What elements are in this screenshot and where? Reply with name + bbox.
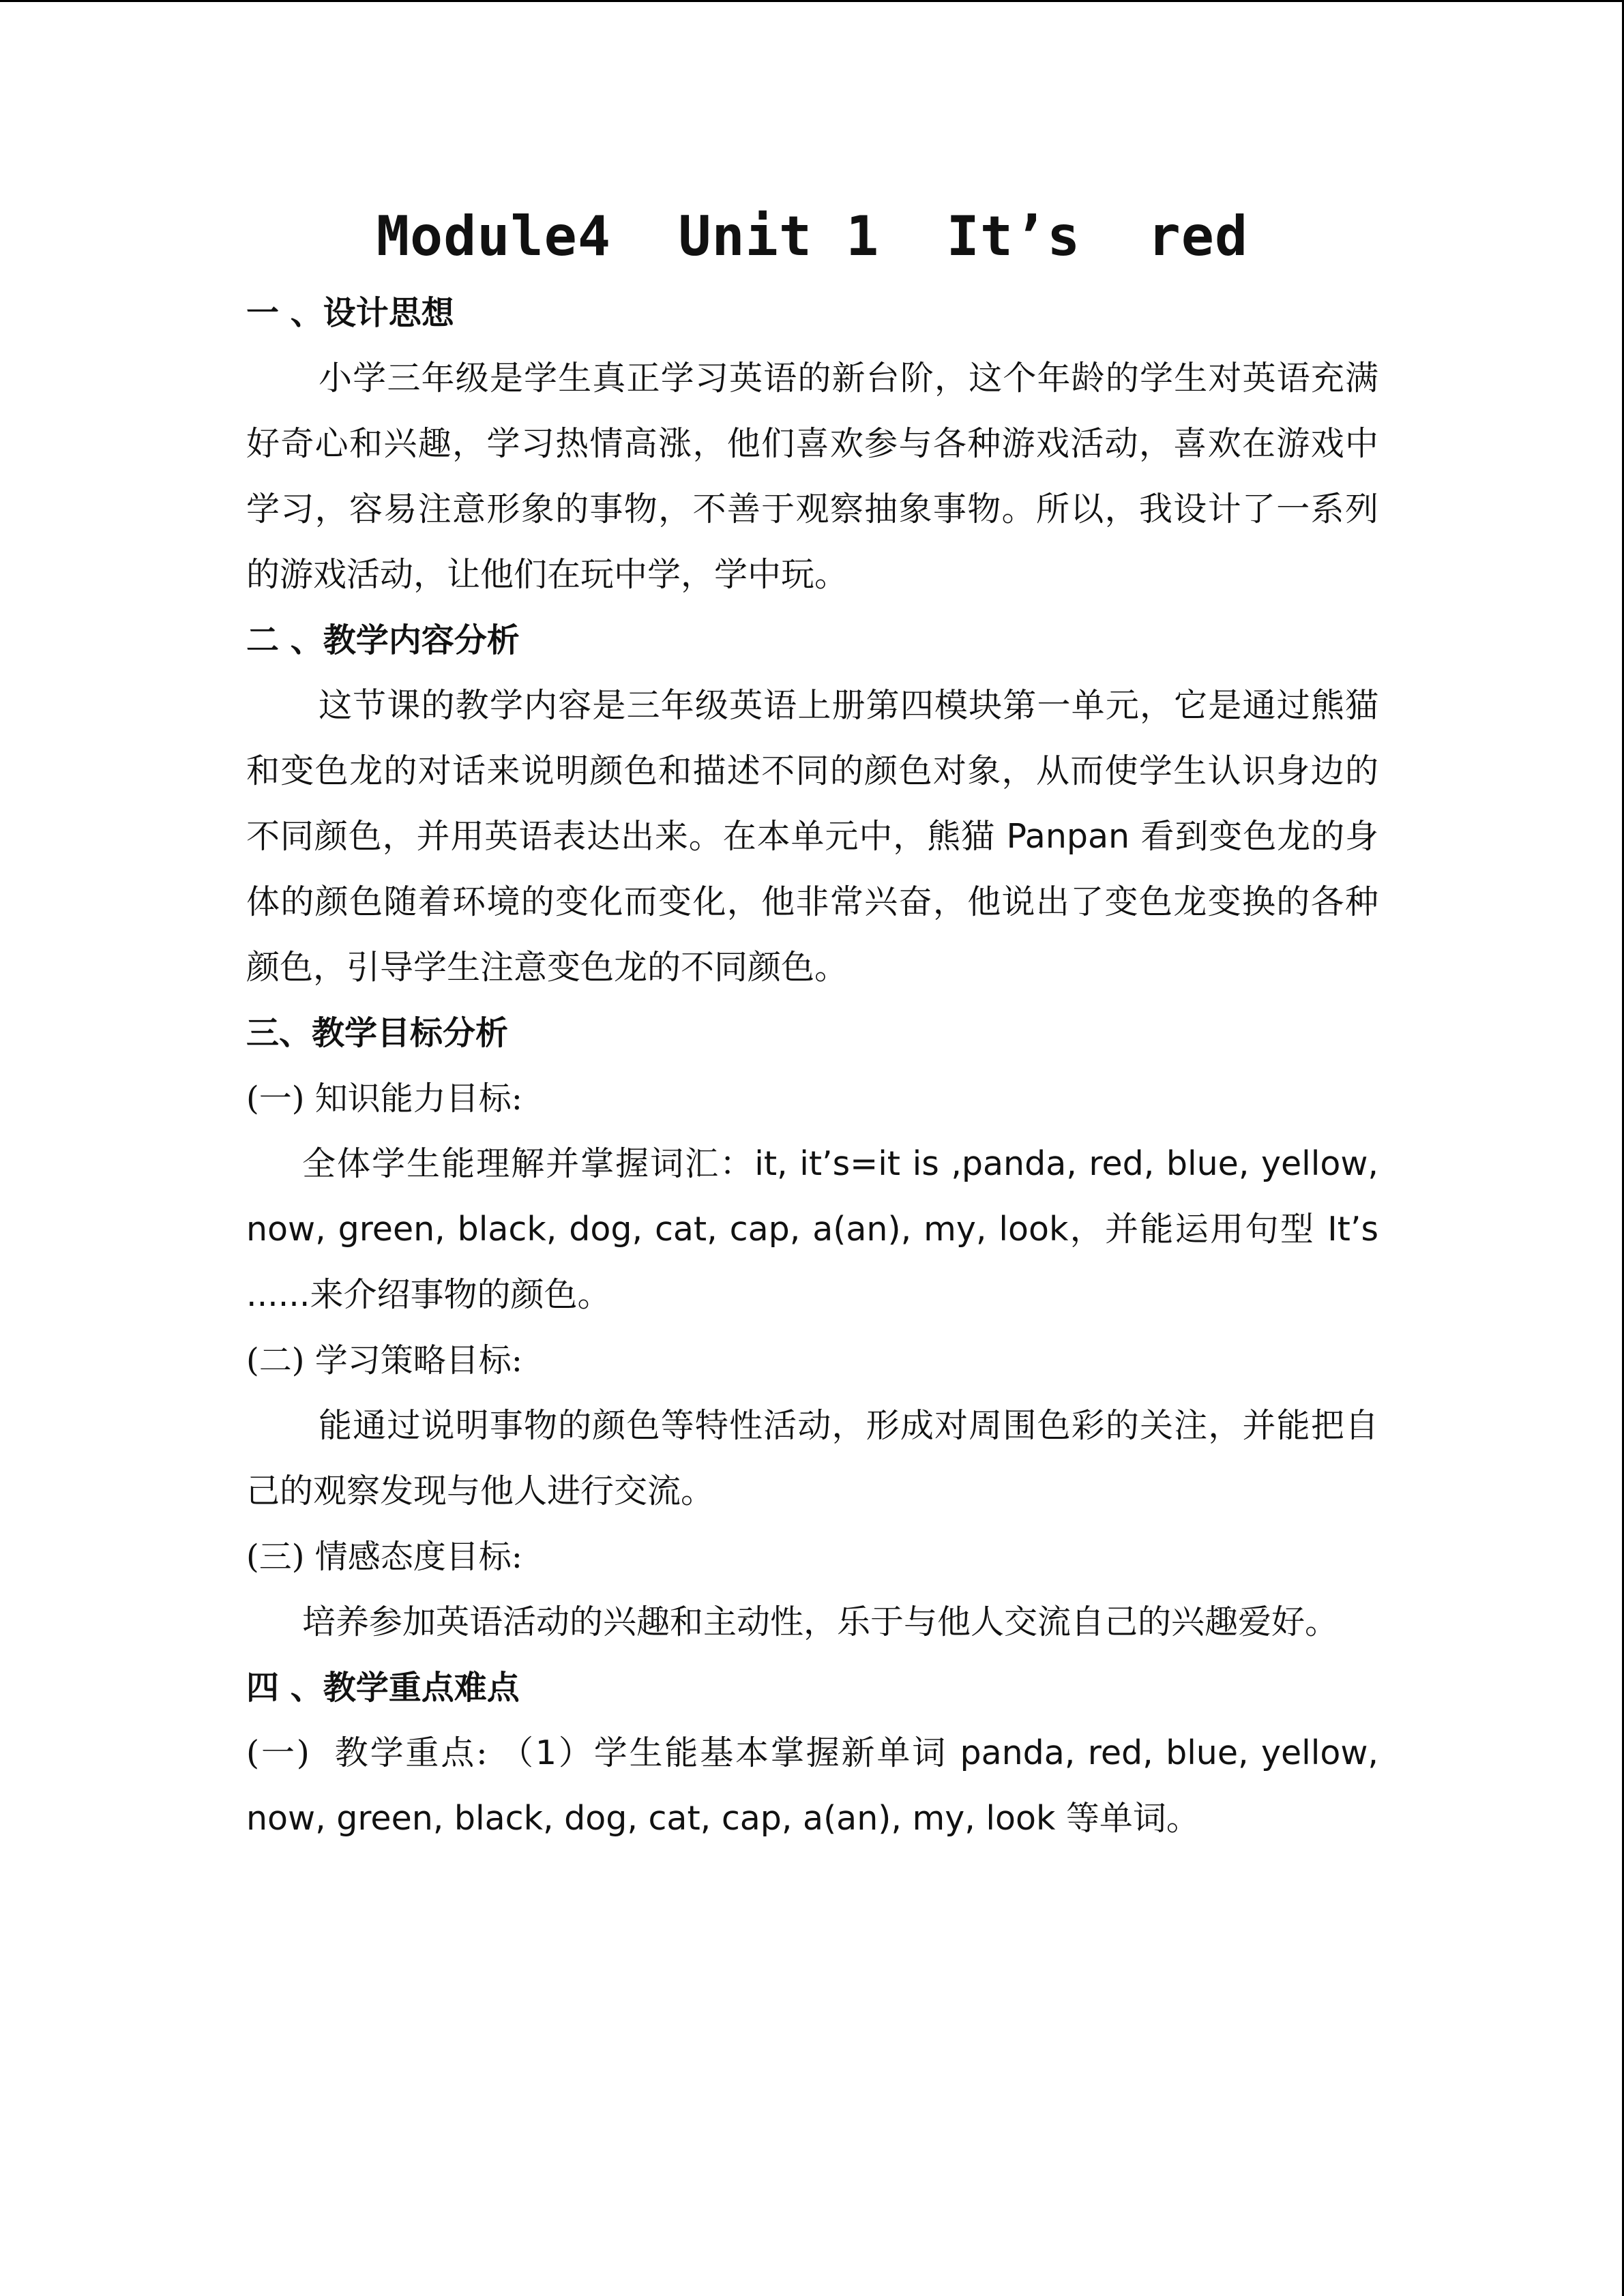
knowledge-paragraph: 全体学生能理解并掌握词汇：it, it’s=it is ,panda, red, blue, yellow, now, green, black, dog, cat, cap, a(an), my, look，并能运用句型 It’s ......来介绍事物的颜色。 [246,1144,1378,1314]
emotion-heading: (三) 情感态度目标: [246,1538,522,1576]
section-heading-objectives: 三、教学目标分析 [246,1014,509,1052]
document-title: Module4 Unit 1 It’s red [376,205,1249,268]
emotion-paragraph: 培养参加英语活动的兴趣和主动性，乐于与他人交流自己的兴趣爱好。 [302,1602,1339,1641]
strategy-heading: (二) 学习策略目标: [246,1341,522,1380]
design-paragraph: 小学三年级是学生真正学习英语的新台阶，这个年龄的学生对英语充满好奇心和兴趣，学习热情高涨，他们喜欢参与各种游戏活动，喜欢在游戏中学习，容易注意形象的事物，不善于观察抽象事物。所以，我设计了一系列的游戏活动，让他们在玩中学，学中玩。 [246,359,1378,594]
section-heading-content: 二 、教学内容分析 [246,621,520,659]
section-heading-keypoints: 四 、教学重点难点 [246,1669,520,1707]
document-page [246,205,1378,1851]
strategy-paragraph: 能通过说明事物的颜色等特性活动，形成对周围色彩的关注，并能把自己的观察发现与他人进行交流。 [246,1406,1378,1510]
section-heading-design: 一 、设计思想 [246,294,454,332]
content-paragraph: 这节课的教学内容是三年级英语上册第四模块第一单元，它是通过熊猫和变色龙的对话来说明颜色和描述不同的颜色对象，从而使学生认识身边的不同颜色，并用英语表达出来。在本单元中，熊猫 Panpan 看到变色龙的身体的颜色随着环境的变化而变化，他非常兴奋，他说出了变色龙变换的各种颜色，引导学生注意变色龙的不同颜色。 [246,686,1378,987]
keypoints-text: （1）学生能基本掌握新单词 panda, red, blue, yellow, now, green, black, dog, cat, cap, a(an), my, look 等单词。 [246,1733,1378,1838]
page-top-border [0,0,1624,2]
keypoints-paragraph [246,1720,1378,1851]
knowledge-heading: (一) 知识能力目标: [246,1079,522,1118]
keypoints-label: (一) 教学重点: [246,1733,488,1772]
